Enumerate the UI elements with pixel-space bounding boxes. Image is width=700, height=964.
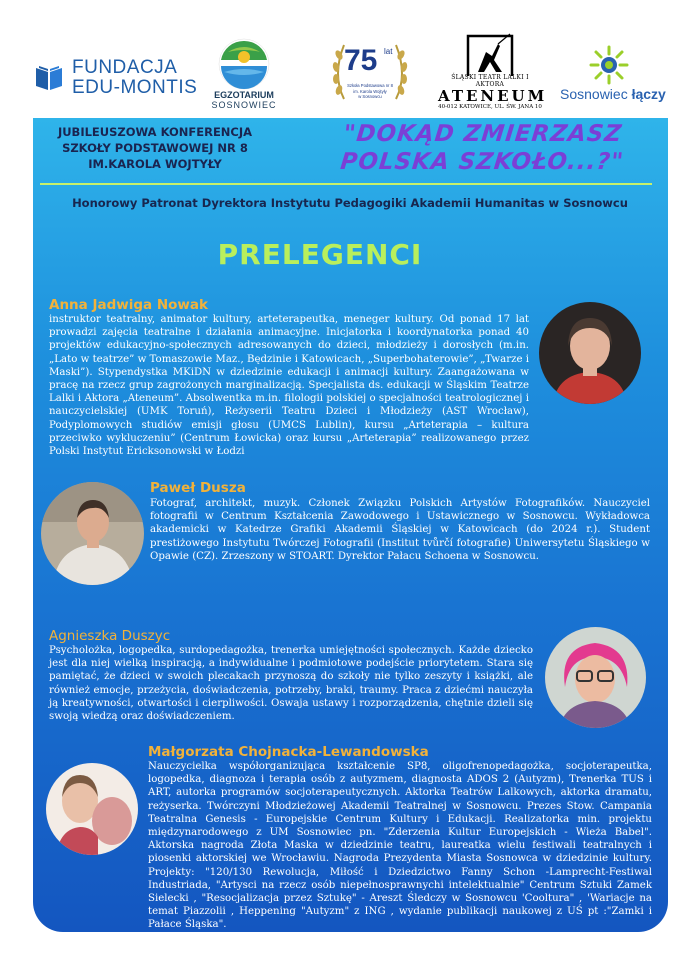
speaker-name: Małgorzata Chojnacka-Lewandowska: [148, 744, 429, 760]
conference-slogan: [339, 120, 635, 176]
ateneum-text: [438, 74, 548, 110]
jubilee-caption-line2: im. Karola Wojtyły: [353, 88, 387, 94]
slogan-line1: "DOKĄD ZMIERZASZ: [342, 121, 624, 147]
honorary-patronage: Honorowy Patronat Dyrektora Instytutu Pedagogiki Akademii Humanitas w Sosnowcu: [72, 196, 628, 210]
sosnowiec-word: Sosnowiec: [560, 86, 628, 102]
jubilee-caption-line1: Szkoła Podstawowa nr 8: [347, 83, 393, 88]
ateneum-line1: ŚLĄSKI TEATR LALKI I AKTORA: [451, 74, 529, 88]
ateneum-silhouette-icon: [438, 32, 542, 76]
sosnowiec-logo-text: [560, 86, 666, 102]
laczy-word: łączy: [631, 86, 666, 102]
speaker-photo: [539, 302, 641, 404]
conference-title-line3: IM.KAROLA WOJTYŁY: [88, 157, 222, 171]
ateneum-line3: 40-012 KATOWICE, UL. ŚW. JANA 10: [438, 104, 542, 110]
jubilee-number: 75: [344, 44, 378, 77]
speaker-name: Agnieszka Duszyc: [49, 628, 171, 644]
jubilee-suffix: lat: [384, 47, 393, 56]
conference-title-line1: JUBILEUSZOWA KONFERENCJA: [57, 125, 253, 139]
conference-title-line2: SZKOŁY PODSTAWOWEJ NR 8: [62, 141, 248, 155]
speaker-name: Anna Jadwiga Nowak: [49, 297, 208, 313]
speaker-bio: Nauczycielka współorganizująca kształcenie SP8, oligofrenopedagożka, socjoterapeutka, logopedka, diagnoza i terapia osób z autyzmem, diagnosta ADOS 2 (Autyzm), Trenerka TUS i ART, autorka programów socjoterapeutycznych. Aktorka Teatrów Lalkowych, aktorka dramatu, reżyserka. Twórczyni Młodzieżowej Akademii Teatralnej w Sosnowcu. Prezes Stow. Campania Teatralna Genesis - Europejskie Centrum Kultury i Edukacji. Realizatorka min. projektu międzynarodowego z UM Sosnowiec pn. "Zderzenia Kultur Europejskich - Wieża Babel". Aktorska nagroda Złota Maska w dziedzinie teatru, laureatka wielu festiwali teatralnych i piosenki aktorskiej we Wrocławiu. Nagroda Prezydenta Miasta Sosnowca w dziedzinie kultury. Projekty: "120/130 Rewolucja, Miłość i Dziedzictwo Fanny Schon -Lamprecht-Festiwal Industriada, "Artysci na rzecz osób niepełnosprawnychi intelektualnie" Centrum Sztuki Zamek Sielecki , "Resocjalizacja przez Sztukę" - Areszt Śledczy w Sosnowcu 'Cooltura" , 'Wariacje na temat Piazzolii , Heppening "Autyzm" z ING , wydanie publikacji naukowej z UŚ pt :"Zamki i Pałace Śląska".: [148, 761, 652, 931]
jubilee-caption: [338, 83, 402, 100]
conference-title: [40, 124, 270, 172]
fundacja-line2: EDU-MONTIS: [72, 77, 198, 98]
egzotarium-logo-text: [203, 90, 285, 110]
jubilee-75-logo: [330, 35, 410, 117]
egzotarium-line1: EGZOTARIUM: [214, 90, 274, 100]
sun-icon: [589, 45, 629, 85]
fundacja-logo-text: [72, 58, 197, 98]
egzotarium-line2: SOSNOWIEC: [211, 100, 277, 110]
speaker-bio: instruktor teatralny, animator kultury, arteterapeutka, meneger kultury. Od ponad 17 lat prowadzi zajęcia teatralne i działania animacyjne. Inicjatorka i koordynatorka ponad 40 projektów edukacyjno-społecznych adresowanych do dzieci, młodzieży i dorosłych (m.in. „Lato w teatrze” w Tomaszowie Maz., Będzinie i Katowicach, „Superbohaterowie”, „Twarze i Maski”). Stypendystka MKiDN w dziedzinie edukacji i animacji kultury. Zaangażowana w pracę na rzecz grup zagrożonych marginalizacją. Specjalista ds. edukacji w Śląskim Teatrze Lalki i Aktora „Ateneum”. Absolwentka m.in. filologii polskiej o specjalności teatrologicznej i nauczycielskiej (UMK Toruń), Reżyserii Teatru Dzieci i Młodzieży (AST Wrocław), Podyplomowych studiów emisji głosu (UMCS Lublin), kursu „Arteterapia – kultura przeciwko wykluczeniu” (Centrum Łowicka) oraz kursu „Arteterapia” realizowanego przez Polski Instytut Ericksonowski w Łodzi: [49, 314, 529, 458]
slogan-line2: POLSKA SZKOŁO...?": [339, 149, 626, 175]
divider-line: [40, 183, 652, 185]
speaker-bio: Fotograf, architekt, muzyk. Członek Związku Polskich Artystów Fotografików. Nauczyciel fotografii w Centrum Kształcenia Zawodowego i Ustawicznego w Sosnowcu. Wykładowca akademicki w Katedrze Grafiki Akademii Śląskiej w Katowicach (do 2024 r.). Student prestiżowego Instytutu Twórczej Fotografii (Institut tvůrčí fotografie) Uniwersytetu Śląskiego w Opawie (CZ). Zrzeszony w STOART. Dyrektor Pałacu Schoena w Sosnowcu.: [150, 498, 650, 562]
speakers-heading: PRELEGENCI: [217, 238, 423, 271]
logo-strip: [0, 0, 700, 118]
jubilee-caption-line3: w Sosnowcu: [358, 94, 382, 99]
speaker-bio: Psycholożka, logopedka, surdopedagożka, trenerka umiejętności społecznych. Każde dziecko jest dla niej wielką inspiracją, a indywidualne i podmiotowe podejście priorytetem. Stara się pamiętać, że dzieci w swoich plecakach przynoszą do szkoły nie tylko zeszyty i książki, ale również emocje, przeżycia, doświadczenia, potrzeby, braki, traumy. Praca z dziećmi nauczyła ją kreatywności, otwartości i cierpliwości. Oswaja ustawy i rozporządzenia, chętnie dzieli się swoją wiedzą oraz doświadczeniem.: [49, 645, 533, 723]
speaker-photo: [545, 627, 646, 728]
ateneum-logo: [438, 32, 548, 110]
book-icon: [34, 62, 64, 92]
fundacja-line1: FUNDACJA: [72, 57, 178, 78]
speaker-photo: [41, 482, 144, 585]
egzotarium-logo-icon: [218, 38, 270, 90]
ateneum-line2: ATENEUM: [438, 87, 548, 105]
speaker-name: Paweł Dusza: [150, 480, 246, 496]
speaker-photo: [46, 763, 138, 855]
